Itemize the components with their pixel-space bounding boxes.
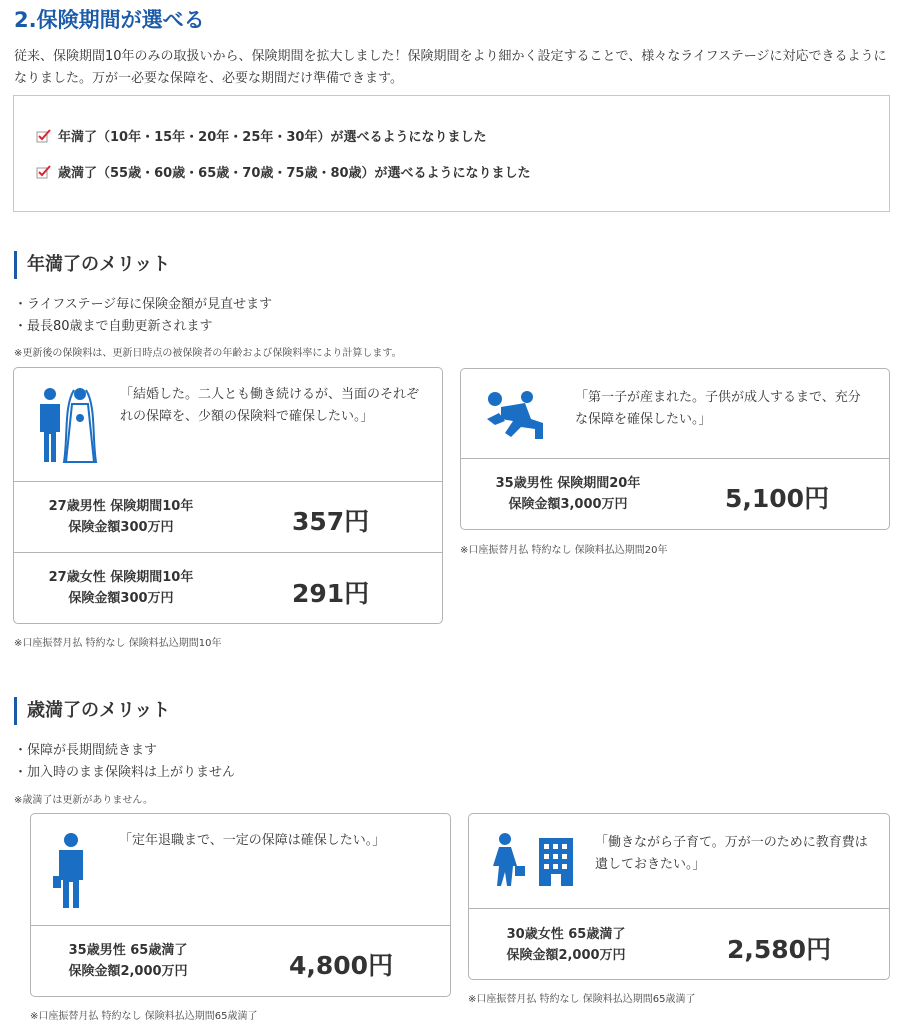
checkbox-checked-icon xyxy=(36,165,52,179)
case-profile-age: 30歳女性 65歳満了 xyxy=(506,927,626,942)
monthly-premium: 2,580円 xyxy=(727,935,832,964)
example-card-retirement xyxy=(30,813,451,997)
case-profile-amount: 保険金額2,000万円 xyxy=(506,948,626,963)
case-profile-age: 35歳男性 保険期間20年 xyxy=(495,476,641,491)
note-text: ※歳満了は更新がありません。 xyxy=(14,795,153,806)
card-divider xyxy=(14,481,442,482)
monthly-premium: 4,800円 xyxy=(289,951,394,980)
case-profile xyxy=(36,496,206,538)
option-year-term xyxy=(36,126,486,145)
case-quote: 「働きながら子育て。万が一のために教育費は遺しておきたい。」 xyxy=(595,835,868,872)
example-card-working-parent xyxy=(468,813,890,980)
card-footnote: ※口座振替月払 特約なし 保険料払込期間65歳満了 xyxy=(468,994,696,1005)
example-card-first-child xyxy=(460,368,890,530)
card-footnote: ※口座振替月払 特約なし 保険料払込期間10年 xyxy=(14,638,222,649)
option-age-term xyxy=(36,162,531,181)
intro-text: 従来、保険期間10年のみの取扱いから、保険期間を拡大しました！保険期間をより細かく設定することで、様々なライフステージに対応できるようになりました。万が一必要な保障を、必要な期間だけ準備できます。 xyxy=(14,49,887,86)
example-card-married xyxy=(13,367,443,624)
monthly-premium: 291円 xyxy=(292,579,370,608)
wedding-couple-icon xyxy=(34,386,98,464)
bullet-item: ・ライフステージ毎に保険金額が見直せます xyxy=(14,297,273,312)
section-title-year-term: 年満了のメリット xyxy=(14,251,170,279)
case-profile-age: 27歳男性 保険期間10年 xyxy=(48,499,194,514)
card-footnote: ※口座振替月払 特約なし 保険料払込期間65歳満了 xyxy=(30,1011,258,1022)
bullet-item: ・加入時のまま保険料は上がりません xyxy=(14,765,236,780)
businessman-icon xyxy=(51,832,91,910)
card-footnote: ※口座振替月払 特約なし 保険料払込期間20年 xyxy=(460,545,668,556)
card-divider xyxy=(14,552,442,553)
bullet-item: ・保障が長期間続きます xyxy=(14,743,158,758)
case-quote: 「結婚した。二人とも働き続けるが、当面のそれぞれの保障を、少額の保険料で確保したい。」 xyxy=(120,387,420,424)
option-label: 年満了（10年・15年・20年・25年・30年）が選べるようになりました xyxy=(58,130,487,145)
note-text: ※更新後の保険料は、更新日時点の被保険者の年齢および保険料率により計算します。 xyxy=(14,348,402,359)
monthly-premium: 5,100円 xyxy=(725,484,830,513)
card-divider xyxy=(461,458,889,459)
case-profile-age: 35歳男性 65歳満了 xyxy=(68,943,188,958)
case-quote: 「第一子が産まれた。子供が成人するまで、充分な保障を確保したい。」 xyxy=(575,390,861,427)
working-mother-icon xyxy=(489,832,575,888)
case-profile-amount: 保険金額2,000万円 xyxy=(68,964,188,979)
page-title: 2.保険期間が選べる xyxy=(14,8,205,32)
term-options-panel xyxy=(13,95,890,212)
checkbox-checked-icon xyxy=(36,129,52,143)
bullet-item: ・最長80歳まで自動更新されます xyxy=(14,319,213,334)
case-quote: 「定年退職まで、一定の保障は確保したい。」 xyxy=(119,833,386,848)
case-profile-amount: 保険金額300万円 xyxy=(68,591,174,606)
section-title-age-term: 歳満了のメリット xyxy=(14,697,170,725)
case-profile-age: 27歳女性 保険期間10年 xyxy=(48,570,194,585)
case-profile xyxy=(53,940,203,982)
card-divider xyxy=(469,908,889,909)
case-profile xyxy=(483,473,653,515)
option-label: 歳満了（55歳・60歳・65歳・70歳・75歳・80歳）が選べるようになりました xyxy=(58,166,531,181)
case-profile-amount: 保険金額300万円 xyxy=(68,520,174,535)
card-divider xyxy=(31,925,450,926)
parent-with-child-icon xyxy=(481,389,553,443)
case-profile xyxy=(36,567,206,609)
monthly-premium: 357円 xyxy=(292,507,370,536)
case-profile-amount: 保険金額3,000万円 xyxy=(508,497,628,512)
case-profile xyxy=(491,924,641,966)
